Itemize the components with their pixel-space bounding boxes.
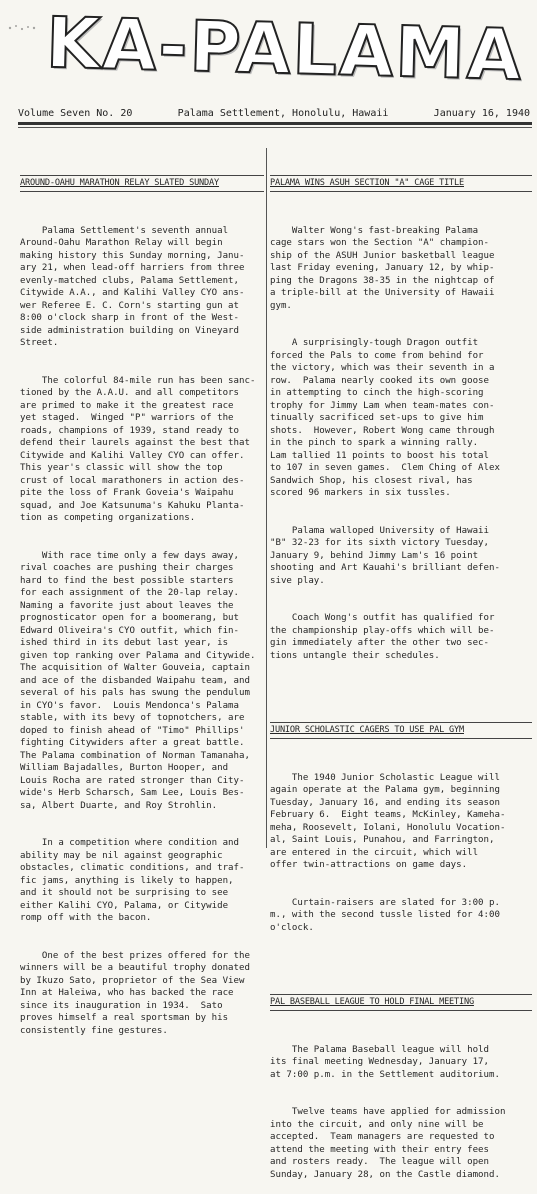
baseball-paragraph: The Palama Baseball league will hold its final meeting Wednesday, January 17, at 7:00 p.m. in the Settlement auditorium. xyxy=(270,1044,500,1080)
masthead-ornament xyxy=(6,22,40,34)
cage-title-paragraph: Walter Wong's fast-breaking Palama cage stars won the Section "A" champion- ship of the ASUH Junior basketball league last Friday evening, January 12, by whip- ping the Dragons 38-35 in the nightcap of a triple-bill at the University of Hawaii gym. xyxy=(270,225,495,311)
issue-info-line xyxy=(18,108,530,119)
header-rule-thin xyxy=(18,127,532,128)
header-rule xyxy=(18,122,532,125)
issue-date: January 16, 1940 xyxy=(433,108,530,119)
scholastic-headline: JUNIOR SCHOLASTIC CAGERS TO USE PAL GYM xyxy=(270,722,532,739)
baseball-headline: PAL BASEBALL LEAGUE TO HOLD FINAL MEETING xyxy=(270,994,532,1011)
masthead-title: KA-PALAMA xyxy=(45,1,525,97)
marathon-paragraph: The colorful 84-mile run has been sanc- tioned by the A.A.U. and all competitors are primed to make it the greatest race yet staged. Winged "P" warriors of the roads, champions of 1939, stand ready to defend their laurels against the best that Citywide and Kalihi Valley CYO can offer. This year's classic will show the top crust of local marathoners in action des- pite the loss of Frank Goveia's Waipahu squad, and Joe Katsunuma's Kahuku Planta- tion as competing organizations. xyxy=(20,375,256,523)
marathon-headline: AROUND-OAHU MARATHON RELAY SLATED SUNDAY xyxy=(20,175,264,192)
left-column xyxy=(20,150,264,1050)
scholastic-paragraph: The 1940 Junior Scholastic League will again operate at the Palama gym, beginning Tuesday, January 16, and ending its season February 6. Eight teams, McKinley, Kameha- meha, Roosevelt, Iolani, Honolulu Vocation- al, Saint Louis, Punahou, and Farrington, are entered in the circuit, which will offer twin-attractions on game days. xyxy=(270,772,506,870)
issue-number: Volume Seven No. 20 xyxy=(18,108,133,119)
right-column xyxy=(270,150,532,1194)
cage-title-paragraph: Coach Wong's outfit has qualified for the championship play-offs which will be- gin immediately after the other two sec- tions untangle their schedules. xyxy=(270,613,495,661)
cage-title-paragraph: A surprisingly-tough Dragon outfit forced the Pals to come from behind for the victory, which was their seventh in a row. Palama nearly cooked its own goose in attempting to cinch the high-scoring trophy for Jimmy Lam when team-mates con- tinually sacrificed set-ups to give him shots. However, Robert Wong came through in the pinch to spark a winning rally. Lam tallied 11 points to boost his total to 107 in seven games. Clem Ching of Alex Sandwich Shop, his closest rival, has scored 96 markers in six tussles. xyxy=(270,338,500,498)
publication-place: Palama Settlement, Honolulu, Hawaii xyxy=(177,108,389,119)
masthead xyxy=(40,1,530,97)
cage-title-headline: PALAMA WINS ASUH SECTION "A" CAGE TITLE xyxy=(270,175,532,192)
marathon-paragraph: Palama Settlement's seventh annual Around-Oahu Marathon Relay will begin making history this Sunday morning, Janu- ary 21, when lead-off harriers from three evenly-matched clubs, Palama Settlement, Citywide A.A., and Kalihi Valley CYO ans- wer Referee E. C. Corn's starting gun at 8:00 o'clock sharp in front of the West- side administration building on Vineyard Street. xyxy=(20,225,245,348)
baseball-paragraph: Twelve teams have applied for admission into the circuit, and only nine will be accepted. Team managers are requested to attend the meeting with their entry fees and rosters ready. The league will open Sunday, January 28, on the Castle diamond. xyxy=(270,1107,506,1180)
column-divider xyxy=(266,148,267,848)
marathon-paragraph: One of the best prizes offered for the winners will be a beautiful trophy donated by Ikuzo Sato, proprietor of the Sea View Inn at Haleiwa, who has backed the race since its inauguration in 1934. Sato proves himself a real sportsman by his consistently fine gestures. xyxy=(20,950,250,1036)
cage-title-paragraph: Palama walloped University of Hawaii "B" 32-23 for its sixth victory Tuesday, January 9, behind Jimmy Lam's 16 point shooting and Art Kauahi's brilliant defen- sive play. xyxy=(270,525,500,586)
scholastic-paragraph: Curtain-raisers are slated for 3:00 p. m., with the second tussle listed for 4:00 o'clock. xyxy=(270,897,500,933)
marathon-paragraph: With race time only a few days away, rival coaches are pushing their charges hard to find the best possible starters for each assignment of the 20-lap relay. Naming a favorite just about leaves the prognosticator open for a boomerang, but Edward Oliveira's CYO outfit, which fin- ished third in its debut last year, is given top ranking over Palama and Citywide. The acquisition of Walter Gouveia, captain and ace of the disbanded Waipahu team, and several of his pals has swung the pendulum in CYO's favor. Louis Mendonca's Palama stable, with its bevy of topnotchers, are doped to finish ahead of "Timo" Phillips' fighting Citywiders after a great battle. The Palama combination of Norman Tamanaha, William Bajadalles, Burton Hooper, and Louis Rocha are rated stronger than City- wide's Herb Scharsch, Sam Lee, Louis Bes- sa, Albert Duarte, and Roy Strohlin. xyxy=(20,550,256,811)
marathon-paragraph: In a competition where condition and ability may be nil against geographic obstacles, climatic conditions, and traf- fic jams, anything is likely to happen, and it should not be surprising to see either Kalihi CYO, Palama, or Citywide romp off with the bacon. xyxy=(20,838,245,923)
